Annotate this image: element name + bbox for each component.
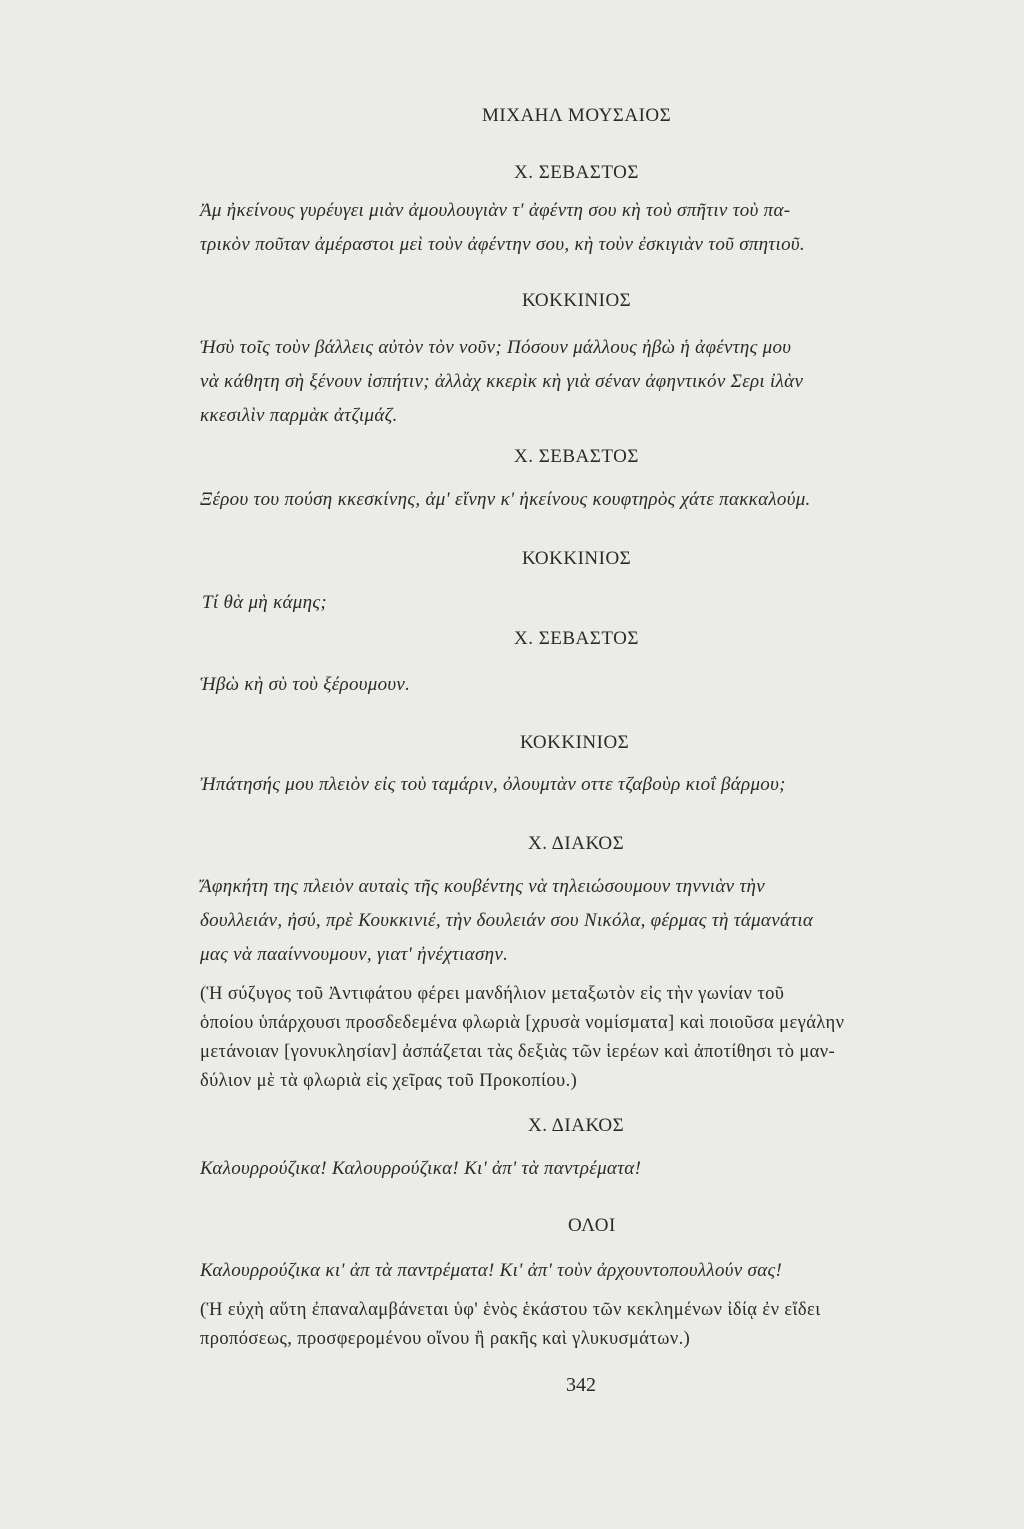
speaker-name: Χ. ΔΙΑΚΟΣ — [528, 833, 625, 854]
speech-text — [200, 1254, 782, 1288]
speech-line: Ἡβὼ κὴ σὺ τοὺ ξέρουμουν. — [200, 674, 411, 695]
speaker-name: ΚΟΚΚΙΝΙΟΣ — [522, 290, 632, 311]
speech-line: δουλλειάν, ἠσύ, πρὲ Κουκκινιέ, τὴν δουλειάν σου Νικόλα, φέρμας τὴ τάμανάτια — [200, 910, 814, 931]
stage-line: μετάνοιαν [γονυκλησίαν] ἀσπάζεται τὰς δεξιὰς τῶν ἱερέων καὶ ἀποτίθησι τὸ μαν- — [200, 1042, 836, 1062]
speech-line: Ἠπάτησής μου πλειὸν εἰς τοὺ ταμάριν, ὀλουμτὰν οττε τζαβοὺρ κιοΐ βάρμου; — [200, 774, 786, 795]
stage-direction — [200, 1296, 821, 1354]
speech-line: Καλουρρούζικα κι' ἀπ τὰ παντρέματα! Κι' ἀπ' τοὺν ἀρχουντοπουλλούν σας! — [200, 1260, 783, 1281]
speech-text — [200, 483, 811, 517]
speech-line: τρικὸν ποῦταν ἀμέραστοι μεὶ τοὺν ἀφέντην σου, κὴ τοὺν ἐσκιγιὰν τοῦ σπητιοῦ. — [200, 234, 805, 255]
speech-text — [202, 586, 327, 620]
speaker-name: Χ. ΣΕΒΑΣΤΟΣ — [514, 628, 639, 649]
speaker-name: ΚΟΚΚΙΝΙΟΣ — [520, 732, 630, 753]
speech-line: Ἡσὺ τοῖς τοὺν βάλλεις αὐτὸν τὸν νοῦν; Πόσουν μάλλους ἠβὼ ἡ ἀφέντης μου — [200, 337, 792, 358]
speaker-name: Χ. ΣΕΒΑΣΤΟΣ — [514, 162, 639, 183]
speaker-name: Χ. ΔΙΑΚΟΣ — [528, 1115, 625, 1136]
page-number: 342 — [566, 1374, 596, 1396]
speech-line: μας νὰ πααίννουμουν, γιατ' ἠνέχτιασην. — [200, 944, 509, 965]
speech-line: Καλουρρούζικα! Καλουρρούζικα! Κι' ἀπ' τὰ παντρέματα! — [200, 1158, 642, 1179]
speech-text — [200, 668, 410, 702]
running-header: ΜΙΧΑΗΛ ΜΟΥΣΑΙΟΣ — [482, 105, 672, 126]
speech-line: Τί θὰ μὴ κάμης; — [202, 592, 327, 613]
speech-line: Ξέρου του πούση κκεσκίνης, ἀμ' εἴνην κ' ἠκείνους κουφτηρὸς χάτε πακκαλούμ. — [200, 489, 811, 510]
stage-line: ὁποίου ὑπάρχουσι προσδεδεμένα φλωριὰ [χρυσὰ νομίσματα] καὶ ποιοῦσα μεγάλην — [200, 1013, 845, 1033]
speaker-name: ΚΟΚΚΙΝΙΟΣ — [522, 548, 632, 569]
speech-text — [200, 194, 805, 262]
speech-text — [200, 768, 786, 802]
speech-line: νὰ κάθητη σὴ ξένουν ἰσπήτιν; ἀλλὰχ κκερὶκ κὴ γιὰ σέναν ἀφηντικόν Σερι ἰλὰν — [200, 371, 804, 392]
speech-text — [200, 331, 803, 433]
stage-line: (Ἡ σύζυγος τοῦ Ἀντιφάτου φέρει μανδήλιον μεταξωτὸν εἰς τὴν γωνίαν τοῦ — [200, 984, 785, 1004]
speaker-name: ΟΛΟΙ — [568, 1215, 616, 1236]
stage-line: (Ἡ εὐχὴ αὕτη ἐπαναλαμβάνεται ὑφ' ἑνὸς ἑκάστου τῶν κεκλημένων ἰδίᾳ ἐν εἴδει — [200, 1300, 821, 1320]
speech-text — [200, 870, 813, 972]
stage-line: δύλιον μὲ τὰ φλωριὰ εἰς χεῖρας τοῦ Προκοπίου.) — [200, 1071, 578, 1091]
stage-line: προπόσεως, προσφερομένου οἴνου ἢ ρακῆς καὶ γλυκυσμάτων.) — [200, 1329, 691, 1349]
stage-direction — [200, 980, 844, 1096]
speech-line: Ἀμ ἠκείνους γυρέυγει μιὰν ἀμουλουγιὰν τ' ἀφέντη σου κὴ τοὺ σπῆτιν τοὺ πα- — [200, 200, 791, 221]
speech-text — [200, 1152, 641, 1186]
speaker-name: Χ. ΣΕΒΑΣΤΟΣ — [514, 446, 639, 467]
speech-line: Ἄφηκήτη της πλειὸν αυταὶς τῆς κουβέντης νὰ τηλειώσουμουν τηννιὰν τὴν — [200, 876, 765, 897]
speech-line: κκεσιλὶν παρμὰκ ἀτζιμάζ. — [200, 405, 398, 426]
